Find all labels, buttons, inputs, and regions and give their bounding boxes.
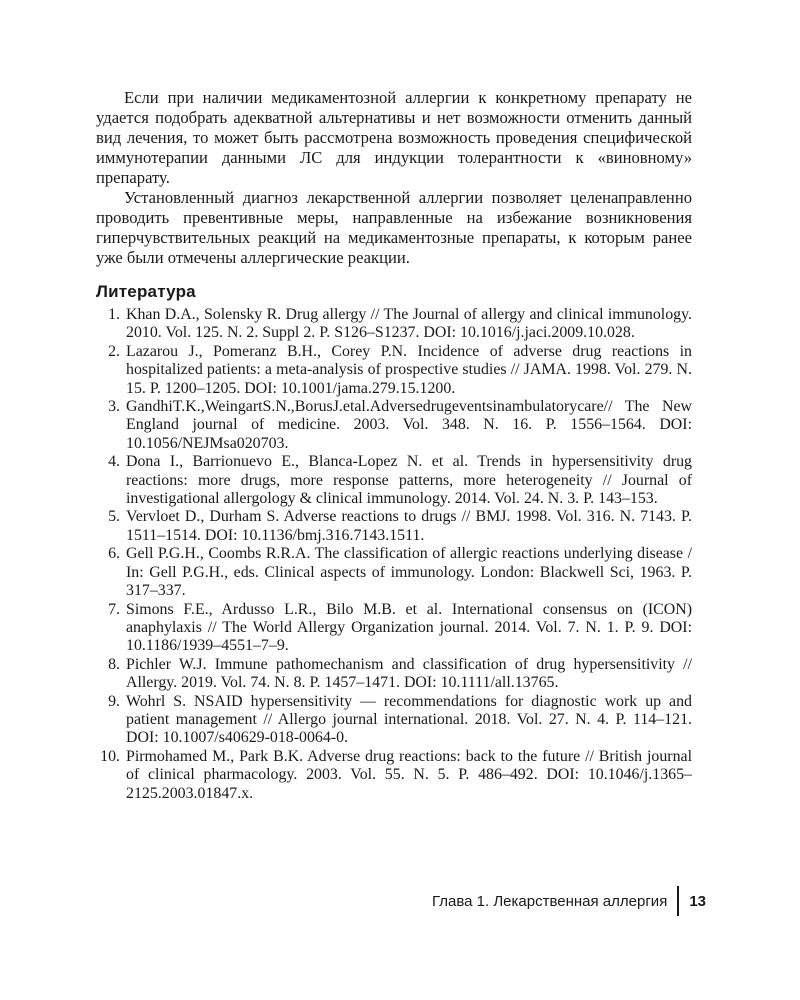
reference-text: Pichler W.J. Immune pathomechanism and classification of drug hypersensitivity // Allergy. 2019. Vol. 74. N. 8. P. 1457–1471. DOI: 10.1111/all.13765. [126, 655, 692, 692]
reference-item [96, 601, 692, 656]
reference-number: 9. [108, 692, 120, 710]
reference-number: 10. [100, 747, 120, 765]
reference-item [96, 656, 692, 693]
chapter-title: Глава 1. Лекарственная аллергия [431, 892, 668, 910]
reference-text: Wohrl S. NSAID hypersensitivity — recommendations for diagnostic work up and patient management // Allergo journal international. 2018. Vol. 27. N. 4. P. 114–121. DOI: 10.1007/s40629-018-0064-0. [126, 692, 692, 747]
reference-number: 8. [108, 655, 120, 673]
reference-text: Gell P.G.H., Coombs R.R.A. The classification of allergic reactions underlying disease / In: Gell P.G.H., eds. Clinical aspects of immunology. London: Blackwell Sci, 1963. P. 317–337. [126, 545, 692, 600]
page-footer [432, 886, 706, 916]
reference-number: 5. [108, 508, 120, 526]
reference-item [96, 343, 692, 398]
reference-item [96, 545, 692, 600]
reference-text: Lazarou J., Pomeranz B.H., Corey P.N. Incidence of adverse drug reactions in hospitalized patients: a meta-analysis of prospective studies // JAMA. 1998. Vol. 279. N. 15. P. 1200–1205. DOI: 10.1001/jama.279.15.1200. [126, 342, 692, 397]
reference-item [96, 453, 692, 508]
reference-text: Pirmohamed M., Park B.K. Adverse drug reactions: back to the future // British journal of clinical pharmacology. 2003. Vol. 55. N. 5. P. 486–492. DOI: 10.1046/j.1365–2125.2003.01847.x. [126, 747, 692, 802]
reference-item [96, 398, 692, 453]
page-content [96, 88, 692, 803]
references-list [96, 306, 692, 803]
reference-number: 1. [108, 306, 120, 323]
reference-text: Simons F.E., Ardusso L.R., Bilo M.B. et al. International consensus on (ICON) anaphylaxis // The World Allergy Organization journal. 2014. Vol. 7. N. 1. P. 9. DOI: 10.1186/1939–4551–7–9. [126, 600, 692, 655]
reference-item [96, 508, 692, 545]
reference-number: 2. [108, 342, 120, 360]
reference-item [96, 748, 692, 803]
reference-text: GandhiT.K.,WeingartS.N.,BorusJ.etal.Adversedrugeventsinambulatorycare// The New England journal of medicine. 2003. Vol. 348. N. 16. P. 1556–1564. DOI: 10.1056/NEJMsa020703. [126, 398, 692, 452]
reference-text: Khan D.A., Solensky R. Drug allergy // The Journal of allergy and clinical immunology. 2010. Vol. 125. N. 2. Suppl 2. P. S126–S1237. DOI: 10.1016/j.jaci.2009.10.028. [126, 306, 692, 342]
reference-text: Dona I., Barrionuevo E., Blanca-Lopez N. et al. Trends in hypersensitivity drug reactions: more drugs, more response patterns, more heterogeneity // Journal of investigational allergology & clinical immunology. 2014. Vol. 24. N. 3. P. 143–153. [126, 453, 692, 508]
reference-number: 4. [108, 453, 120, 471]
reference-number: 3. [108, 398, 120, 416]
body-paragraph-2: Установленный диагноз лекарственной аллергии позволяет целенаправленно проводить превентивные меры, направленные на избежание возникновения гиперчувствительных реакций на медикаментозные препараты, к которым ранее уже были отмечены аллергические реакции. [96, 188, 692, 267]
reference-text: Vervloet D., Durham S. Adverse reactions to drugs // BMJ. 1998. Vol. 316. N. 7143. P. 1511–1514. DOI: 10.1136/bmj.316.7143.1511. [126, 508, 692, 544]
page-number: 13 [689, 892, 706, 910]
reference-number: 6. [108, 545, 120, 563]
body-paragraph-1: Если при наличии медикаментозной аллергии к конкретному препарату не удается подобрать адекватной альтернативы и нет возможности отменить данный вид лечения, то может быть рассмотрена возможность проведения специфической иммунотерапии данными ЛС для индукции толерантности к «виновному» препарату. [96, 88, 692, 187]
reference-number: 7. [108, 600, 120, 618]
reference-item [96, 306, 692, 343]
reference-item [96, 693, 692, 748]
references-heading: Литература [96, 282, 196, 301]
